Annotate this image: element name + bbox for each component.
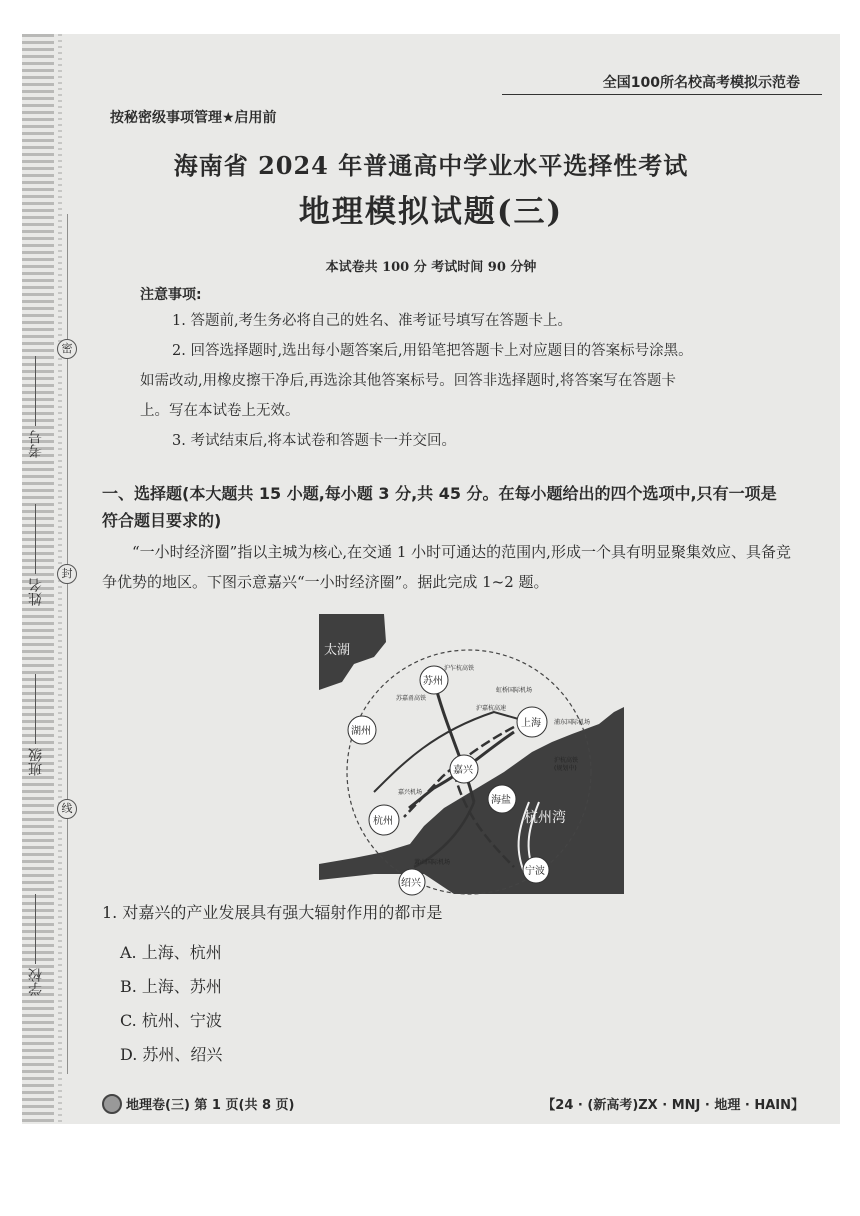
note-item: 3. 考试结束后,将本试卷和答题卡一并交回。 — [172, 433, 457, 449]
brand-header: 全国100所名校高考模拟示范卷 — [602, 75, 800, 91]
option-c: C. 杭州、宁波 — [120, 1011, 222, 1030]
svg-text:海盐: 海盐 — [491, 795, 511, 806]
line-label: 沪乍杭高铁 — [444, 665, 475, 672]
field-label: 考号 — [28, 430, 44, 458]
note-item: 2. 回答选择题时,选出每小题答案后,用铅笔把答题卡上对应题目的答案标号涂黑。 — [172, 343, 693, 359]
svg-text:上海: 上海 — [521, 718, 541, 729]
svg-text:苏州: 苏州 — [423, 676, 443, 687]
section-heading: 一、选择题(本大题共 15 小题,每小题 3 分,共 45 分。在每小题给出的四个选项中,只有一项是符合题目要求的) — [102, 484, 777, 530]
line-label: 沪嘉杭高速 — [476, 705, 507, 712]
line-label: 沪杭高铁 — [554, 757, 579, 764]
jiaxing-map — [314, 612, 624, 902]
svg-text:杭州: 杭州 — [373, 816, 393, 827]
airport-hongqiao: 虹桥国际机场 — [496, 687, 533, 694]
note-item: 1. 答题前,考生务必将自己的姓名、准考证号填写在答题卡上。 — [172, 313, 573, 329]
svg-text:嘉兴: 嘉兴 — [453, 765, 473, 776]
seal-mi: 密 — [57, 339, 77, 359]
note-item: 如需改动,用橡皮擦干净后,再选涂其他答案标号。回答非选择题时,将答案写在答题卡 — [140, 373, 676, 389]
city-huzhou — [348, 716, 376, 744]
svg-text:湖州: 湖州 — [351, 726, 371, 737]
city-shaoxing — [399, 869, 425, 895]
note-item: 上。写在本试卷上无效。 — [140, 403, 300, 419]
city-hangzhou — [369, 805, 399, 835]
line-label: 苏嘉甬高铁 — [396, 695, 427, 702]
option-b: B. 上海、苏州 — [120, 977, 222, 996]
airport-jiaxing: 嘉兴机场 — [398, 789, 423, 796]
city-jiaxing — [450, 755, 478, 783]
field-label: 班级 — [28, 748, 44, 776]
airport-pudong: 浦东国际机场 — [554, 719, 591, 726]
svg-text:绍兴: 绍兴 — [401, 878, 421, 889]
option-a: A. 上海、杭州 — [120, 943, 222, 962]
seal-xian: 线 — [57, 799, 77, 819]
city-ningbo — [523, 857, 549, 883]
field-exam-number — [26, 356, 46, 458]
footer-page: 地理卷(三) 第 1 页(共 8 页) — [126, 1098, 295, 1113]
airport-xiaoshan: 萧山国际机场 — [414, 859, 451, 866]
exam-info: 本试卷共 100 分 考试时间 90 分钟 — [325, 260, 537, 275]
footer-code: 【24 · (新高考)ZX · MNJ · 地理 · HAIN】 — [542, 1098, 804, 1113]
seal-feng: 封 — [57, 564, 77, 584]
field-school — [26, 894, 46, 996]
exam-sheet — [22, 34, 840, 1124]
question-1-stem: 1. 对嘉兴的产业发展具有强大辐射作用的都市是 — [102, 903, 443, 922]
exam-subtitle: 地理模拟试题(三) — [298, 194, 564, 230]
svg-text:宁波: 宁波 — [525, 866, 545, 877]
field-label: 姓名 — [28, 578, 44, 606]
line-label: (规划中) — [554, 765, 577, 772]
city-shanghai — [517, 707, 547, 737]
city-haiyan — [488, 785, 516, 813]
logo-icon — [102, 1094, 122, 1114]
header-rule — [502, 94, 822, 95]
bay-label: 杭州湾 — [524, 810, 566, 826]
passage: “一小时经济圈”指以主城为核心,在交通 1 小时可通达的范围内,形成一个具有明显聚集效应、具备竞争优势的地区。下图示意嘉兴“一小时经济圈”。据此完成 1~2 题。 — [102, 543, 791, 591]
field-class — [26, 674, 46, 776]
lake-label: 太湖 — [324, 643, 351, 658]
option-d: D. 苏州、绍兴 — [120, 1045, 223, 1064]
field-label: 学校 — [28, 968, 44, 996]
notes-heading: 注意事项: — [140, 287, 202, 303]
field-name — [26, 504, 46, 606]
exam-title: 海南省 2024 年普通高中学业水平选择性考试 — [173, 151, 689, 180]
secret-label: 按秘密级事项管理★启用前 — [110, 110, 277, 126]
